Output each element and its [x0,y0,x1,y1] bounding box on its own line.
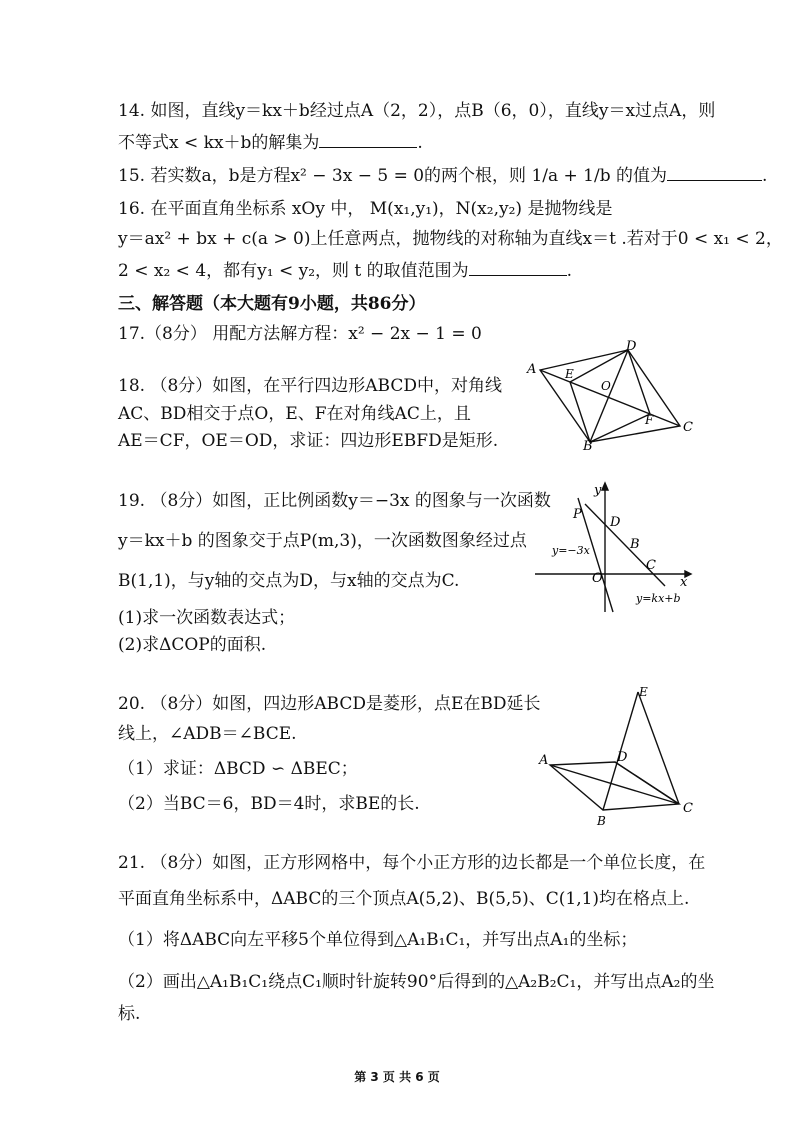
fig19-y-arrow [602,483,608,490]
q16-line3 [118,261,572,280]
fig18-label-c: C [683,420,693,435]
q20-line2: 线上，∠ADB＝∠BCE. [118,724,297,744]
fig20-label-e: E [639,685,648,699]
q14-line2 [118,133,423,152]
fig19-label-d: D [610,515,621,530]
q16-line3-end: . [566,261,573,281]
fig19-label-y: y [594,483,602,498]
fig18-diagonal-bd [590,350,628,442]
q19-part1: (1)求一次函数表达式； [118,608,296,628]
q14-answer-blank [319,133,417,148]
fig19-label-x: x [680,575,688,590]
fig18-label-e: E [565,367,574,381]
fig19-label-b: B [630,537,640,552]
q16-line3-text: 2 < x₂ < 4，都有y₁ < y₂，则 t 的取值范围为 [118,261,469,281]
q15-text: 15. 若实数a，b是方程x² − 3x − 5 = 0的两个根，则 1/a + 1/b 的值为 [118,166,668,186]
q20-part1: （1）求证：ΔBCD ∽ ΔBEC； [118,759,358,779]
fig20-line-dc [615,762,679,804]
q18-line2: AC、BD相交于点O，E、F在对角线AC上，且 [118,404,471,424]
q18-line3: AE＝CF，OE＝OD，求证：四边形EBFD是矩形. [118,431,499,451]
q16-line1: 16. 在平面直角坐标系 xOy 中， M(x₁,y₁)，N(x₂,y₂) 是抛物线是 [118,199,613,219]
q17-line: 17.（8分） 用配方法解方程：x² − 2x − 1 = 0 [118,324,482,344]
fig18-parallelogram [540,350,680,442]
q15-end: . [762,166,768,186]
fig20-label-c: C [683,801,693,816]
fig20-label-a: A [539,753,549,768]
fig20-line-ec [638,692,679,804]
figure-18 [525,340,695,452]
page-footer: 第 3 页 共 6 页 [354,1070,440,1084]
q20-line1: 20. （8分）如图，四边形ABCD是菱形，点E在BD延长 [118,694,541,714]
fig18-label-o: O [601,379,611,393]
q19-part2: (2)求ΔCOP的面积. [118,635,267,655]
q19-line3: B(1,1)，与y轴的交点为D，与x轴的交点为C. [118,571,460,591]
fig18-label-d: D [626,340,637,354]
q14-line1: 14. 如图，直线y＝kx＋b经过点A（2，2），点B（6，0），直线y＝x过点A，则 [118,101,716,121]
figure-19 [530,478,695,616]
q21-line1: 21. （8分）如图，正方形网格中，每个小正方形的边长都是一个单位长度，在 [118,853,706,873]
section-3-heading: 三、解答题（本大题有9小题，共86分） [118,294,426,314]
q19-line2: y＝kx＋b 的图象交于点P(m,3)，一次函数图象经过点 [118,531,527,551]
q21-line2: 平面直角坐标系中，ΔABC的三个顶点A(5,2)、B(5,5)、C(1,1)均在格点上. [118,889,690,909]
fig20-label-b: B [597,814,606,828]
fig19-label-o: O [592,571,603,586]
q14-line2-end: . [417,133,423,153]
q14-line2-text: 不等式x < kx＋b的解集为 [118,133,320,153]
q15-line [118,166,767,185]
q21-part2-line1: （2）画出△A₁B₁C₁绕点C₁顺时针旋转90°后得到的△A₂B₂C₁，并写出点A₂的坐 [118,972,715,992]
q21-part1: （1）将ΔABC向左平移5个单位得到△A₁B₁C₁，并写出点A₁的坐标； [118,930,638,950]
q21-part2-line2: 标. [118,1004,141,1024]
q16-answer-blank [469,261,567,276]
q15-answer-blank [667,166,762,181]
fig19-label-line2: y=kx+b [636,592,681,605]
fig18-label-b: B [583,439,593,452]
fig19-label-p: P [573,507,582,522]
q16-line2: y＝ax² + bx + c(a > 0)上任意两点，抛物线的对称轴为直线x＝t .若对于0 < x₁ < 2， [118,229,783,249]
fig20-label-d: D [617,750,628,765]
figure-20 [535,682,700,830]
fig19-label-c: C [646,558,656,573]
q19-line1: 19. （8分）如图，正比例函数y＝−3x 的图象与一次函数 [118,491,551,511]
fig19-label-line1: y=−3x [552,544,590,557]
fig18-label-f: F [645,413,654,427]
fig18-label-a: A [527,362,537,377]
q20-part2: （2）当BC＝6，BD＝4时，求BE的长. [118,794,420,814]
q18-line1: 18. （8分）如图，在平行四边形ABCD中，对角线 [118,376,502,396]
